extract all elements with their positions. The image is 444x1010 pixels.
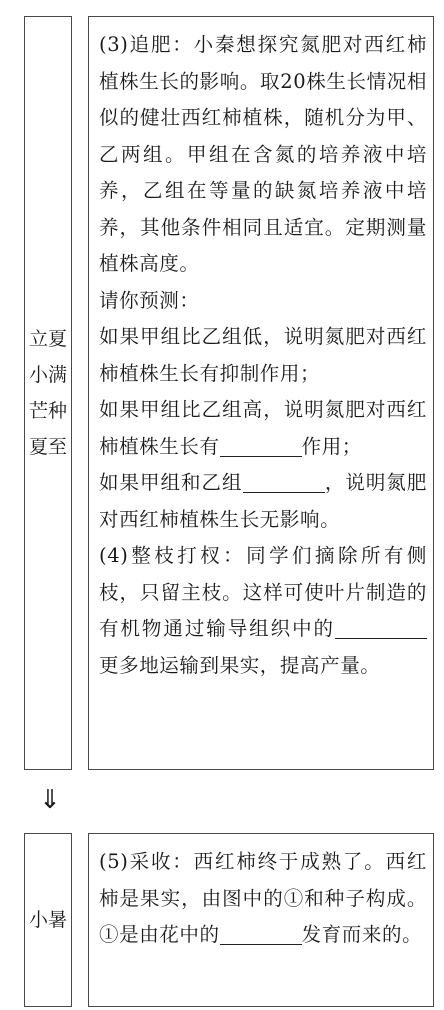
case-same-tail: ，说明氮肥对西红柿植株生长无影响。: [99, 471, 427, 531]
answer-blank-tissue[interactable]: [335, 614, 381, 639]
season-label-mangzhong: 芒种: [28, 400, 67, 422]
answer-blank-effect[interactable]: [220, 432, 302, 457]
question-5-tail: 发育而来的。: [301, 923, 423, 946]
answer-blank-tissue-cont[interactable]: [381, 614, 427, 639]
question-3-case-high: [99, 392, 427, 465]
question-3-case-same: [99, 465, 427, 538]
season-label-lixia: 立夏: [28, 328, 67, 350]
season-box-summer: [24, 16, 72, 770]
question-3-case-low: 如果甲组比乙组低，说明氮肥对西红柿植株生长有抑制作用；: [99, 325, 427, 385]
answer-blank-comparison[interactable]: [243, 468, 325, 493]
question-4-tail: 更多地运输到果实，提高产量。: [99, 653, 381, 677]
question-4-text: (4)整枝打杈：同学们摘除所有侧枝，只留主枝。这样可使叶片制造的有机物通过输导组织中的: [99, 544, 427, 640]
question-3-prompt: 请你预测：: [99, 288, 200, 312]
question-4: [99, 538, 427, 684]
season-label-xiaoman: 小满: [28, 364, 67, 386]
answer-blank-flower-part[interactable]: [220, 920, 302, 945]
case-high-text: 如果甲组比乙组高，说明氮肥对西红柿植株生长有: [99, 398, 427, 458]
question-3-intro: (3)追肥：小秦想探究氮肥对西红柿植株生长的影响。取20株生长情况相似的健壮西红柿植株，随机分为甲、乙两组。甲组在含氮的培养液中培养，乙组在等量的缺氮培养液中培养，其他条件相同且适宜。定期测量植株高度。: [99, 33, 427, 275]
season-box-xiaoshu: [24, 833, 72, 1007]
case-same-text: 如果甲组和乙组: [99, 471, 243, 494]
question-5-text: (5)采收：西红柿终于成熟了。西红柿是果实，由图中的①和种子构成。①是由花中的: [99, 850, 427, 946]
question-5: [99, 844, 427, 954]
content-box-task-5: [88, 833, 434, 1007]
season-label-xiaoshu: 小暑: [28, 909, 67, 931]
season-label-xiazhi: 夏至: [28, 436, 67, 458]
down-arrow-icon: ⇓: [39, 785, 61, 815]
content-box-tasks-3-4: [88, 16, 434, 770]
case-high-tail: 作用；: [301, 434, 362, 458]
